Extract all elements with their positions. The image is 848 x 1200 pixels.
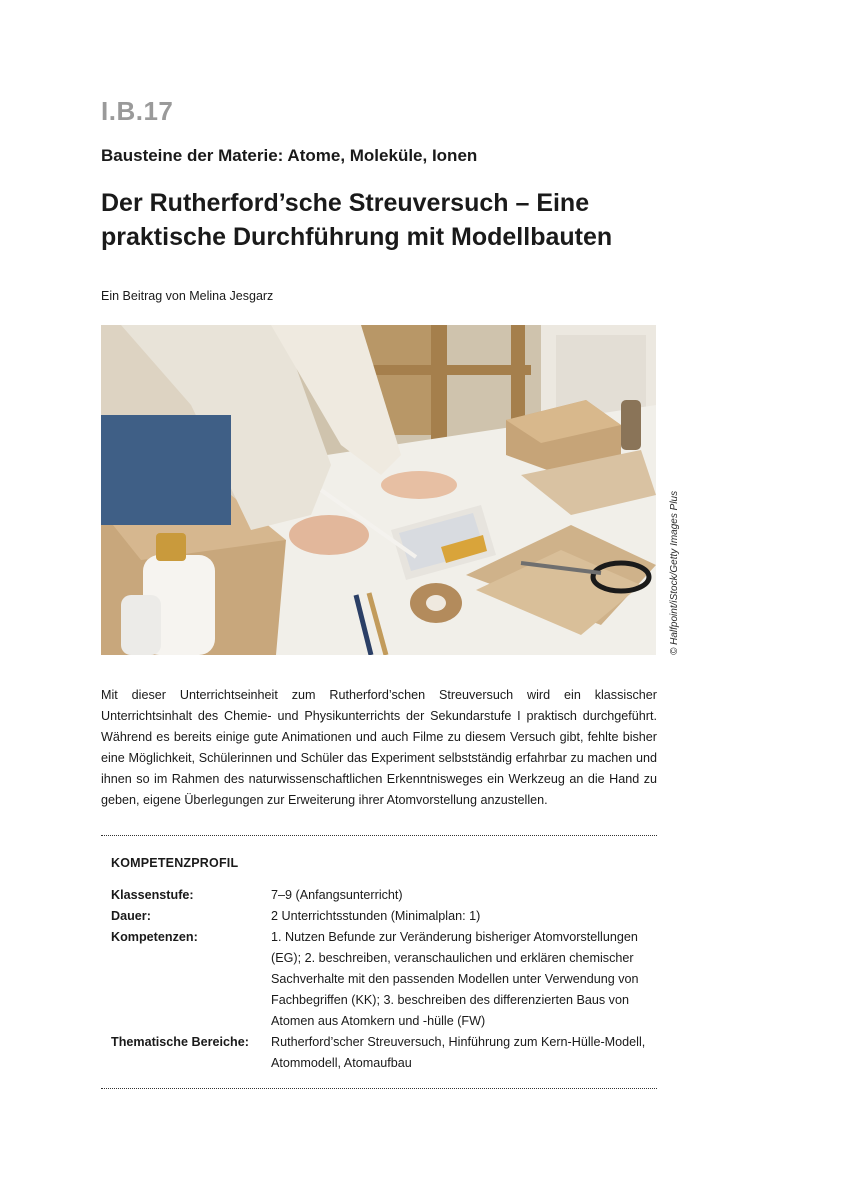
profile-label: Klassenstufe: [111, 888, 194, 902]
profile-value: Rutherford’scher Streuversuch, Hinführung zum Kern-Hülle-Modell, Atommodell, Atomaufbau [271, 1035, 646, 1070]
author-byline: Ein Beitrag von Melina Jesgarz [101, 289, 274, 303]
divider-top [101, 835, 657, 836]
competence-profile [111, 856, 651, 1074]
profile-heading: KOMPETENZPROFIL [111, 856, 239, 870]
divider-bottom [101, 1088, 657, 1089]
profile-row-topics [111, 1032, 651, 1074]
intro-text: Mit dieser Unterrichtseinheit zum Rutherford’schen Streuversuch wird ein klassischer Unterrichtsinhalt des Chemie- und Physikunterrichts der Sekundarstufe I praktisch durchgeführt. Während es bereits einige gute Animationen und auch Filme zu diesem Versuch gibt, fehlte bisher eine Möglichkeit, Schülerinnen und Schüler das Experiment selbstständig erfahrbar zu machen und ihnen so im Rahmen des naturwissenschaftlichen Erkenntnisweges ein Werkzeug an die Hand zu geben, eigene Überlegungen zur Erweiterung ihrer Atomvorstellung anzustellen. [101, 688, 657, 807]
article-title: Der Rutherford’sche Streuversuch – Eine praktische Durchführung mit Modellbauten [101, 189, 613, 251]
profile-row-competences [111, 927, 651, 1032]
photo-credit: © Halfpoint/iStock/Getty Images Plus [669, 490, 680, 655]
profile-value: 7–9 (Anfangsunterricht) [271, 888, 403, 902]
profile-value: 1. Nutzen Befunde zur Veränderung bisheriger Atomvorstellungen (EG); 2. beschreiben, veranschaulichen und erklären chemischer Sachverhalte mit den passenden Modellen unter Verwendung von Fachbegriffen (KK); 3. beschreiben des differenzierten Baus von Atomen aus Atomkern und -hülle (FW) [271, 930, 639, 1028]
profile-value: 2 Unterrichtsstunden (Minimalplan: 1) [271, 909, 481, 923]
profile-label: Thematische Bereiche: [111, 1035, 249, 1049]
profile-row-grade [111, 885, 651, 906]
profile-label: Kompetenzen: [111, 930, 198, 944]
title-photo [101, 325, 656, 655]
chapter-number: I.B.17 [101, 96, 174, 126]
series-title: Bausteine der Materie: Atome, Moleküle, Ionen [101, 146, 478, 165]
intro-paragraph [101, 685, 657, 811]
profile-label: Dauer: [111, 909, 151, 923]
profile-row-duration [111, 906, 651, 927]
